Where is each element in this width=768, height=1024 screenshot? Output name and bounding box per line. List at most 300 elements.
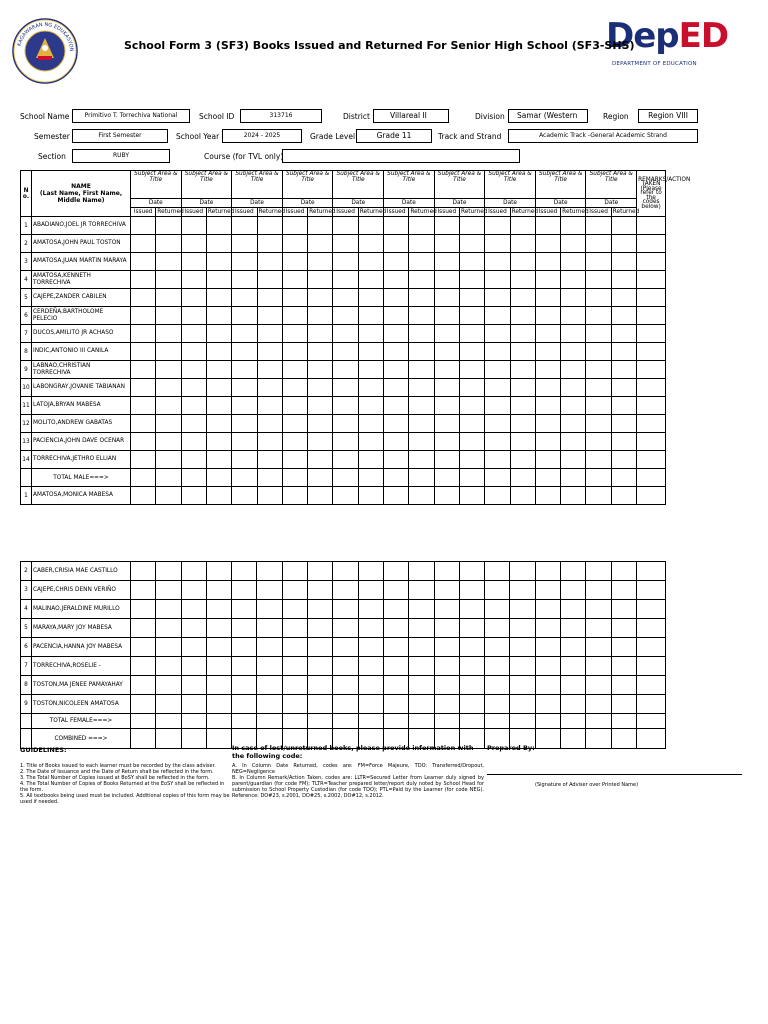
date-returned-cell[interactable] bbox=[611, 695, 636, 714]
date-returned-cell[interactable] bbox=[510, 676, 535, 695]
total-count-cell[interactable] bbox=[535, 714, 560, 729]
total-count-cell[interactable] bbox=[232, 469, 257, 487]
date-issued-cell[interactable] bbox=[181, 235, 206, 253]
date-returned-cell[interactable] bbox=[561, 619, 586, 638]
date-issued-cell[interactable] bbox=[535, 325, 560, 343]
date-returned-cell[interactable] bbox=[358, 307, 383, 325]
date-issued-cell[interactable] bbox=[282, 676, 307, 695]
date-returned-cell[interactable] bbox=[409, 657, 434, 676]
date-issued-cell[interactable] bbox=[434, 271, 459, 289]
course-field[interactable] bbox=[282, 149, 520, 163]
date-returned-cell[interactable] bbox=[358, 619, 383, 638]
date-issued-cell[interactable] bbox=[586, 451, 611, 469]
date-returned-cell[interactable] bbox=[257, 562, 282, 581]
date-returned-cell[interactable] bbox=[308, 289, 333, 307]
date-issued-cell[interactable] bbox=[333, 451, 358, 469]
date-issued-cell[interactable] bbox=[535, 379, 560, 397]
date-returned-cell[interactable] bbox=[561, 433, 586, 451]
date-issued-cell[interactable] bbox=[434, 325, 459, 343]
school-name-field[interactable]: Primitivo T. Torrechiva National bbox=[72, 109, 190, 123]
date-returned-cell[interactable] bbox=[611, 253, 636, 271]
date-issued-cell[interactable] bbox=[333, 235, 358, 253]
date-issued-cell[interactable] bbox=[434, 695, 459, 714]
date-returned-cell[interactable] bbox=[510, 415, 535, 433]
date-returned-cell[interactable] bbox=[510, 271, 535, 289]
date-returned-cell[interactable] bbox=[257, 217, 282, 235]
date-returned-cell[interactable] bbox=[409, 217, 434, 235]
date-returned-cell[interactable] bbox=[409, 235, 434, 253]
date-returned-cell[interactable] bbox=[409, 451, 434, 469]
date-issued-cell[interactable] bbox=[586, 415, 611, 433]
date-issued-cell[interactable] bbox=[586, 638, 611, 657]
date-returned-cell[interactable] bbox=[156, 343, 181, 361]
date-returned-cell[interactable] bbox=[409, 253, 434, 271]
date-returned-cell[interactable] bbox=[358, 253, 383, 271]
date-issued-cell[interactable] bbox=[384, 415, 409, 433]
date-returned-cell[interactable] bbox=[206, 415, 231, 433]
date-returned-cell[interactable] bbox=[611, 619, 636, 638]
date-returned-cell[interactable] bbox=[510, 451, 535, 469]
date-returned-cell[interactable] bbox=[561, 325, 586, 343]
total-count-cell[interactable] bbox=[561, 714, 586, 729]
date-returned-cell[interactable] bbox=[358, 289, 383, 307]
date-returned-cell[interactable] bbox=[409, 695, 434, 714]
date-issued-cell[interactable] bbox=[282, 657, 307, 676]
date-returned-cell[interactable] bbox=[358, 415, 383, 433]
date-returned-cell[interactable] bbox=[358, 581, 383, 600]
date-returned-cell[interactable] bbox=[510, 600, 535, 619]
date-issued-cell[interactable] bbox=[535, 217, 560, 235]
date-issued-cell[interactable] bbox=[333, 217, 358, 235]
date-returned-cell[interactable] bbox=[561, 235, 586, 253]
total-count-cell[interactable] bbox=[257, 714, 282, 729]
total-count-cell[interactable] bbox=[434, 714, 459, 729]
date-returned-cell[interactable] bbox=[206, 325, 231, 343]
remarks-cell[interactable] bbox=[637, 235, 666, 253]
date-returned-cell[interactable] bbox=[156, 379, 181, 397]
date-issued-cell[interactable] bbox=[535, 361, 560, 379]
date-issued-cell[interactable] bbox=[434, 487, 459, 505]
date-returned-cell[interactable] bbox=[156, 307, 181, 325]
date-returned-cell[interactable] bbox=[257, 600, 282, 619]
date-returned-cell[interactable] bbox=[257, 451, 282, 469]
date-issued-cell[interactable] bbox=[535, 657, 560, 676]
remarks-cell[interactable] bbox=[637, 415, 666, 433]
date-returned-cell[interactable] bbox=[257, 253, 282, 271]
date-issued-cell[interactable] bbox=[282, 361, 307, 379]
date-issued-cell[interactable] bbox=[131, 451, 156, 469]
date-returned-cell[interactable] bbox=[308, 325, 333, 343]
total-count-cell[interactable] bbox=[561, 729, 586, 749]
date-issued-cell[interactable] bbox=[384, 253, 409, 271]
date-returned-cell[interactable] bbox=[409, 676, 434, 695]
date-issued-cell[interactable] bbox=[333, 253, 358, 271]
date-returned-cell[interactable] bbox=[257, 397, 282, 415]
remarks-cell[interactable] bbox=[637, 289, 666, 307]
date-returned-cell[interactable] bbox=[561, 581, 586, 600]
total-number-cell[interactable] bbox=[21, 714, 32, 729]
date-issued-cell[interactable] bbox=[282, 487, 307, 505]
date-issued-cell[interactable] bbox=[535, 307, 560, 325]
date-returned-cell[interactable] bbox=[561, 562, 586, 581]
date-issued-cell[interactable] bbox=[282, 379, 307, 397]
date-returned-cell[interactable] bbox=[459, 325, 484, 343]
date-returned-cell[interactable] bbox=[206, 562, 231, 581]
date-returned-cell[interactable] bbox=[308, 562, 333, 581]
date-issued-cell[interactable] bbox=[535, 235, 560, 253]
date-returned-cell[interactable] bbox=[206, 676, 231, 695]
date-returned-cell[interactable] bbox=[358, 217, 383, 235]
date-issued-cell[interactable] bbox=[384, 487, 409, 505]
date-returned-cell[interactable] bbox=[561, 600, 586, 619]
date-returned-cell[interactable] bbox=[561, 271, 586, 289]
date-issued-cell[interactable] bbox=[535, 562, 560, 581]
total-count-cell[interactable] bbox=[586, 729, 611, 749]
date-returned-cell[interactable] bbox=[561, 415, 586, 433]
date-returned-cell[interactable] bbox=[308, 619, 333, 638]
date-returned-cell[interactable] bbox=[156, 657, 181, 676]
total-count-cell[interactable] bbox=[308, 714, 333, 729]
date-issued-cell[interactable] bbox=[383, 676, 408, 695]
date-issued-cell[interactable] bbox=[131, 433, 156, 451]
date-returned-cell[interactable] bbox=[206, 600, 231, 619]
date-returned-cell[interactable] bbox=[561, 343, 586, 361]
date-returned-cell[interactable] bbox=[308, 307, 333, 325]
date-issued-cell[interactable] bbox=[485, 562, 510, 581]
district-field[interactable]: Villareal II bbox=[373, 109, 449, 123]
date-issued-cell[interactable] bbox=[181, 253, 206, 271]
date-returned-cell[interactable] bbox=[510, 235, 535, 253]
date-returned-cell[interactable] bbox=[561, 397, 586, 415]
date-issued-cell[interactable] bbox=[232, 562, 257, 581]
date-returned-cell[interactable] bbox=[257, 307, 282, 325]
date-issued-cell[interactable] bbox=[232, 415, 257, 433]
date-returned-cell[interactable] bbox=[308, 657, 333, 676]
remarks-cell[interactable] bbox=[637, 271, 666, 289]
date-returned-cell[interactable] bbox=[510, 307, 535, 325]
total-count-cell[interactable] bbox=[409, 714, 434, 729]
date-issued-cell[interactable] bbox=[181, 271, 206, 289]
date-returned-cell[interactable] bbox=[358, 676, 383, 695]
date-issued-cell[interactable] bbox=[282, 397, 307, 415]
date-returned-cell[interactable] bbox=[206, 657, 231, 676]
date-issued-cell[interactable] bbox=[434, 397, 459, 415]
total-count-cell[interactable] bbox=[206, 469, 231, 487]
date-issued-cell[interactable] bbox=[282, 451, 307, 469]
date-returned-cell[interactable] bbox=[459, 289, 484, 307]
total-count-cell[interactable] bbox=[434, 469, 459, 487]
date-returned-cell[interactable] bbox=[409, 289, 434, 307]
date-issued-cell[interactable] bbox=[434, 289, 459, 307]
date-issued-cell[interactable] bbox=[232, 676, 257, 695]
date-returned-cell[interactable] bbox=[257, 379, 282, 397]
date-returned-cell[interactable] bbox=[510, 638, 535, 657]
date-returned-cell[interactable] bbox=[358, 235, 383, 253]
date-issued-cell[interactable] bbox=[434, 676, 459, 695]
date-returned-cell[interactable] bbox=[308, 397, 333, 415]
date-issued-cell[interactable] bbox=[333, 676, 358, 695]
remarks-cell[interactable] bbox=[637, 379, 666, 397]
date-returned-cell[interactable] bbox=[308, 433, 333, 451]
date-returned-cell[interactable] bbox=[257, 325, 282, 343]
date-issued-cell[interactable] bbox=[485, 217, 510, 235]
remarks-cell[interactable] bbox=[636, 638, 665, 657]
date-issued-cell[interactable] bbox=[181, 562, 206, 581]
date-returned-cell[interactable] bbox=[156, 397, 181, 415]
date-returned-cell[interactable] bbox=[561, 379, 586, 397]
date-issued-cell[interactable] bbox=[333, 695, 358, 714]
total-count-cell[interactable] bbox=[333, 469, 358, 487]
date-issued-cell[interactable] bbox=[384, 379, 409, 397]
date-issued-cell[interactable] bbox=[535, 676, 560, 695]
date-issued-cell[interactable] bbox=[586, 271, 611, 289]
date-issued-cell[interactable] bbox=[232, 253, 257, 271]
date-issued-cell[interactable] bbox=[434, 619, 459, 638]
date-issued-cell[interactable] bbox=[434, 600, 459, 619]
date-returned-cell[interactable] bbox=[459, 600, 484, 619]
date-issued-cell[interactable] bbox=[333, 361, 358, 379]
date-returned-cell[interactable] bbox=[156, 676, 181, 695]
date-issued-cell[interactable] bbox=[384, 271, 409, 289]
date-returned-cell[interactable] bbox=[510, 433, 535, 451]
date-issued-cell[interactable] bbox=[333, 271, 358, 289]
date-returned-cell[interactable] bbox=[358, 487, 383, 505]
date-returned-cell[interactable] bbox=[459, 581, 484, 600]
total-count-cell[interactable] bbox=[611, 714, 636, 729]
date-issued-cell[interactable] bbox=[434, 415, 459, 433]
date-returned-cell[interactable] bbox=[459, 695, 484, 714]
date-issued-cell[interactable] bbox=[232, 307, 257, 325]
date-returned-cell[interactable] bbox=[156, 487, 181, 505]
total-count-cell[interactable] bbox=[383, 714, 408, 729]
total-count-cell[interactable] bbox=[510, 469, 535, 487]
date-issued-cell[interactable] bbox=[282, 343, 307, 361]
date-returned-cell[interactable] bbox=[156, 325, 181, 343]
date-issued-cell[interactable] bbox=[586, 253, 611, 271]
date-issued-cell[interactable] bbox=[535, 638, 560, 657]
date-issued-cell[interactable] bbox=[485, 657, 510, 676]
date-returned-cell[interactable] bbox=[409, 562, 434, 581]
region-field[interactable]: Region VIII bbox=[638, 109, 698, 123]
date-issued-cell[interactable] bbox=[232, 343, 257, 361]
date-issued-cell[interactable] bbox=[181, 487, 206, 505]
date-issued-cell[interactable] bbox=[434, 343, 459, 361]
date-returned-cell[interactable] bbox=[156, 562, 181, 581]
date-issued-cell[interactable] bbox=[131, 415, 156, 433]
date-issued-cell[interactable] bbox=[333, 379, 358, 397]
date-returned-cell[interactable] bbox=[409, 361, 434, 379]
date-returned-cell[interactable] bbox=[156, 289, 181, 307]
date-returned-cell[interactable] bbox=[459, 676, 484, 695]
date-returned-cell[interactable] bbox=[156, 638, 181, 657]
total-count-cell[interactable] bbox=[485, 469, 510, 487]
date-returned-cell[interactable] bbox=[611, 581, 636, 600]
date-issued-cell[interactable] bbox=[131, 235, 156, 253]
date-issued-cell[interactable] bbox=[131, 253, 156, 271]
date-issued-cell[interactable] bbox=[434, 253, 459, 271]
date-issued-cell[interactable] bbox=[586, 325, 611, 343]
date-returned-cell[interactable] bbox=[510, 289, 535, 307]
date-returned-cell[interactable] bbox=[409, 325, 434, 343]
date-returned-cell[interactable] bbox=[257, 271, 282, 289]
date-returned-cell[interactable] bbox=[459, 619, 484, 638]
date-returned-cell[interactable] bbox=[561, 657, 586, 676]
date-issued-cell[interactable] bbox=[131, 343, 156, 361]
date-issued-cell[interactable] bbox=[181, 289, 206, 307]
date-issued-cell[interactable] bbox=[383, 695, 408, 714]
date-returned-cell[interactable] bbox=[358, 361, 383, 379]
date-returned-cell[interactable] bbox=[409, 397, 434, 415]
remarks-cell[interactable] bbox=[636, 714, 665, 729]
date-issued-cell[interactable] bbox=[232, 379, 257, 397]
date-returned-cell[interactable] bbox=[611, 217, 636, 235]
date-returned-cell[interactable] bbox=[156, 271, 181, 289]
date-issued-cell[interactable] bbox=[586, 562, 611, 581]
total-count-cell[interactable] bbox=[308, 469, 333, 487]
date-issued-cell[interactable] bbox=[131, 695, 156, 714]
date-issued-cell[interactable] bbox=[282, 562, 307, 581]
date-issued-cell[interactable] bbox=[181, 217, 206, 235]
date-issued-cell[interactable] bbox=[485, 379, 510, 397]
date-returned-cell[interactable] bbox=[156, 600, 181, 619]
date-issued-cell[interactable] bbox=[181, 638, 206, 657]
date-returned-cell[interactable] bbox=[611, 397, 636, 415]
date-returned-cell[interactable] bbox=[611, 379, 636, 397]
date-issued-cell[interactable] bbox=[384, 451, 409, 469]
date-returned-cell[interactable] bbox=[459, 415, 484, 433]
date-issued-cell[interactable] bbox=[131, 271, 156, 289]
date-issued-cell[interactable] bbox=[485, 581, 510, 600]
date-issued-cell[interactable] bbox=[434, 581, 459, 600]
date-issued-cell[interactable] bbox=[232, 657, 257, 676]
date-issued-cell[interactable] bbox=[333, 307, 358, 325]
date-issued-cell[interactable] bbox=[586, 433, 611, 451]
date-issued-cell[interactable] bbox=[131, 307, 156, 325]
date-returned-cell[interactable] bbox=[206, 307, 231, 325]
date-returned-cell[interactable] bbox=[510, 379, 535, 397]
remarks-cell[interactable] bbox=[636, 600, 665, 619]
date-issued-cell[interactable] bbox=[586, 619, 611, 638]
date-issued-cell[interactable] bbox=[232, 325, 257, 343]
date-issued-cell[interactable] bbox=[131, 325, 156, 343]
remarks-cell[interactable] bbox=[636, 657, 665, 676]
date-returned-cell[interactable] bbox=[611, 487, 636, 505]
date-issued-cell[interactable] bbox=[131, 397, 156, 415]
date-returned-cell[interactable] bbox=[510, 487, 535, 505]
date-returned-cell[interactable] bbox=[156, 361, 181, 379]
total-count-cell[interactable] bbox=[510, 714, 535, 729]
date-issued-cell[interactable] bbox=[181, 657, 206, 676]
date-issued-cell[interactable] bbox=[535, 451, 560, 469]
date-returned-cell[interactable] bbox=[459, 562, 484, 581]
total-count-cell[interactable] bbox=[282, 469, 307, 487]
date-returned-cell[interactable] bbox=[611, 562, 636, 581]
total-count-cell[interactable] bbox=[282, 714, 307, 729]
date-returned-cell[interactable] bbox=[206, 695, 231, 714]
date-returned-cell[interactable] bbox=[510, 695, 535, 714]
date-returned-cell[interactable] bbox=[206, 451, 231, 469]
remarks-cell[interactable] bbox=[637, 451, 666, 469]
date-issued-cell[interactable] bbox=[131, 379, 156, 397]
date-returned-cell[interactable] bbox=[257, 289, 282, 307]
date-returned-cell[interactable] bbox=[206, 581, 231, 600]
date-returned-cell[interactable] bbox=[510, 217, 535, 235]
date-returned-cell[interactable] bbox=[510, 581, 535, 600]
school-id-field[interactable]: 313716 bbox=[240, 109, 322, 123]
date-issued-cell[interactable] bbox=[181, 695, 206, 714]
date-returned-cell[interactable] bbox=[611, 271, 636, 289]
date-returned-cell[interactable] bbox=[257, 343, 282, 361]
date-returned-cell[interactable] bbox=[257, 619, 282, 638]
date-returned-cell[interactable] bbox=[308, 487, 333, 505]
remarks-cell[interactable] bbox=[636, 581, 665, 600]
date-issued-cell[interactable] bbox=[282, 217, 307, 235]
date-issued-cell[interactable] bbox=[383, 619, 408, 638]
date-returned-cell[interactable] bbox=[308, 451, 333, 469]
date-issued-cell[interactable] bbox=[333, 289, 358, 307]
date-issued-cell[interactable] bbox=[383, 562, 408, 581]
date-returned-cell[interactable] bbox=[206, 271, 231, 289]
date-returned-cell[interactable] bbox=[308, 361, 333, 379]
date-returned-cell[interactable] bbox=[611, 451, 636, 469]
date-issued-cell[interactable] bbox=[131, 600, 156, 619]
date-issued-cell[interactable] bbox=[232, 361, 257, 379]
date-issued-cell[interactable] bbox=[586, 289, 611, 307]
date-returned-cell[interactable] bbox=[409, 307, 434, 325]
date-issued-cell[interactable] bbox=[232, 638, 257, 657]
date-returned-cell[interactable] bbox=[257, 676, 282, 695]
date-returned-cell[interactable] bbox=[206, 619, 231, 638]
date-issued-cell[interactable] bbox=[333, 562, 358, 581]
date-issued-cell[interactable] bbox=[384, 325, 409, 343]
date-issued-cell[interactable] bbox=[282, 289, 307, 307]
date-issued-cell[interactable] bbox=[131, 487, 156, 505]
date-issued-cell[interactable] bbox=[485, 695, 510, 714]
date-returned-cell[interactable] bbox=[156, 433, 181, 451]
date-issued-cell[interactable] bbox=[384, 343, 409, 361]
date-returned-cell[interactable] bbox=[611, 676, 636, 695]
division-field[interactable]: Samar (Western bbox=[508, 109, 588, 123]
date-issued-cell[interactable] bbox=[282, 271, 307, 289]
date-returned-cell[interactable] bbox=[206, 397, 231, 415]
date-returned-cell[interactable] bbox=[156, 415, 181, 433]
date-issued-cell[interactable] bbox=[181, 307, 206, 325]
date-returned-cell[interactable] bbox=[308, 695, 333, 714]
date-issued-cell[interactable] bbox=[535, 271, 560, 289]
date-returned-cell[interactable] bbox=[510, 619, 535, 638]
total-count-cell[interactable] bbox=[181, 729, 206, 749]
date-issued-cell[interactable] bbox=[181, 379, 206, 397]
date-issued-cell[interactable] bbox=[131, 581, 156, 600]
date-issued-cell[interactable] bbox=[535, 619, 560, 638]
date-issued-cell[interactable] bbox=[434, 657, 459, 676]
total-count-cell[interactable] bbox=[131, 714, 156, 729]
date-issued-cell[interactable] bbox=[485, 451, 510, 469]
date-issued-cell[interactable] bbox=[181, 619, 206, 638]
total-count-cell[interactable] bbox=[561, 469, 586, 487]
date-issued-cell[interactable] bbox=[586, 379, 611, 397]
date-returned-cell[interactable] bbox=[206, 361, 231, 379]
date-returned-cell[interactable] bbox=[257, 433, 282, 451]
date-returned-cell[interactable] bbox=[561, 361, 586, 379]
date-issued-cell[interactable] bbox=[131, 638, 156, 657]
total-count-cell[interactable] bbox=[459, 469, 484, 487]
date-returned-cell[interactable] bbox=[561, 695, 586, 714]
date-returned-cell[interactable] bbox=[611, 235, 636, 253]
date-issued-cell[interactable] bbox=[333, 619, 358, 638]
date-returned-cell[interactable] bbox=[358, 600, 383, 619]
total-count-cell[interactable] bbox=[358, 469, 383, 487]
